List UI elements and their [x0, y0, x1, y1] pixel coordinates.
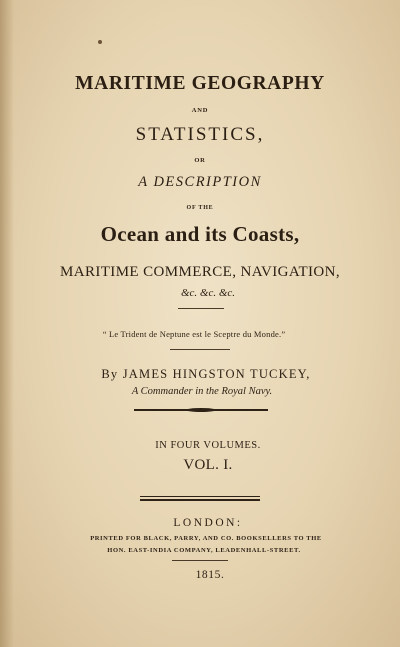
double-rule-top	[140, 496, 260, 497]
imprint-city: LONDON:	[173, 517, 243, 529]
divider-rule	[172, 560, 228, 561]
author-name: JAMES HINGSTON TUCKEY,	[122, 367, 311, 381]
and-connector: AND	[191, 107, 209, 114]
ink-speck	[98, 40, 102, 44]
volume-number: VOL. I.	[183, 457, 233, 473]
epigraph: “ Le Trident de Neptune est le Sceptre du Monde.”	[102, 329, 286, 339]
author-title: A Commander in the Royal Navy.	[131, 386, 273, 397]
ornamental-rule	[134, 409, 268, 411]
of-the-connector: OF THE	[186, 205, 214, 211]
main-title: MARITIME GEOGRAPHY	[75, 73, 325, 94]
double-rule-bottom	[140, 499, 260, 501]
author-line	[6, 367, 400, 382]
ocean-coasts-line: Ocean and its Coasts,	[100, 222, 300, 246]
etc-line: &c. &c. &c.	[180, 287, 236, 299]
printer-line-2: HON. EAST-INDIA COMPANY, LEADENHALL-STREET.	[107, 547, 301, 554]
commerce-line: MARITIME COMMERCE, NAVIGATION,	[59, 264, 341, 280]
description-heading: A DESCRIPTION	[138, 174, 262, 190]
subtitle: STATISTICS,	[135, 124, 265, 145]
imprint-year: 1815.	[195, 569, 225, 581]
volumes-note: IN FOUR VOLUMES.	[155, 440, 261, 451]
printer-line-1: PRINTED FOR BLACK, PARRY, AND CO. BOOKSELLERS TO THE	[90, 535, 322, 542]
or-connector: OR	[194, 157, 206, 164]
divider-rule	[170, 349, 230, 350]
divider-rule	[178, 308, 224, 309]
author-by: By	[101, 367, 119, 381]
